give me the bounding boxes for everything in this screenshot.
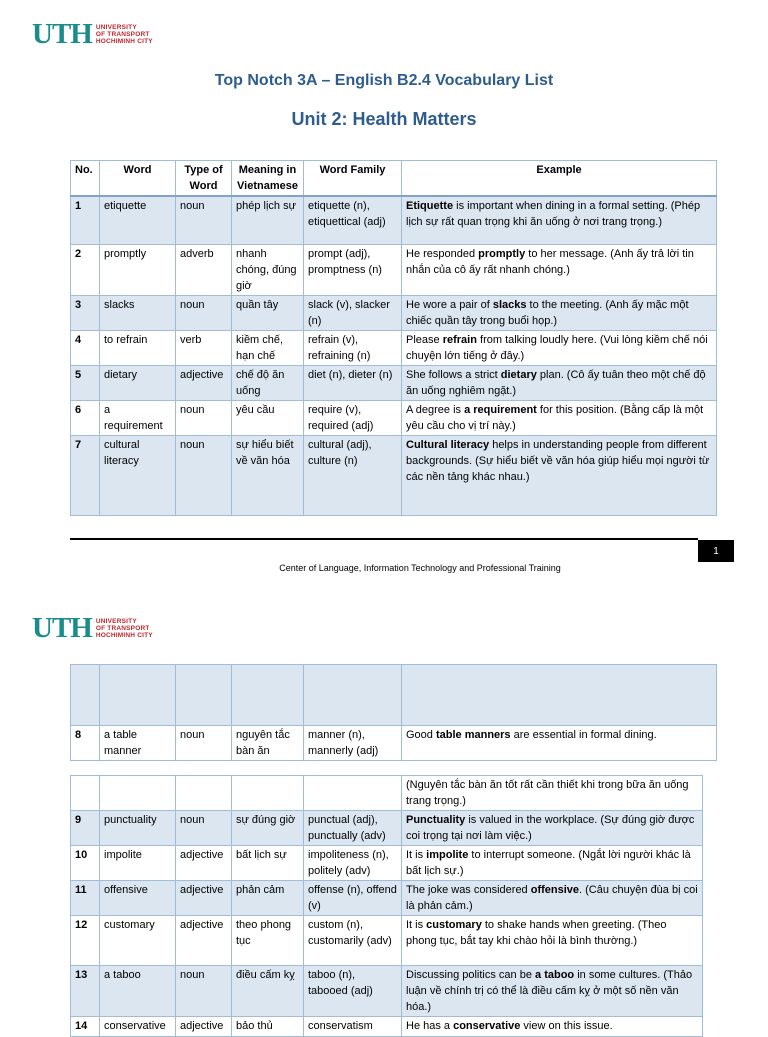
- cell-no: 10: [71, 846, 100, 881]
- cell-example: A degree is a requirement for this position. (Bằng cấp là một yêu cầu cho vị trí này.): [402, 400, 717, 435]
- cell-word: a taboo: [100, 966, 176, 1017]
- cell-example: Etiquette is important when dining in a formal setting. (Phép lịch sự rất quan trọng khi ăn uống ở nơi trang trọng.): [402, 196, 717, 244]
- table-row: [71, 1017, 703, 1037]
- header-family: Word Family: [304, 161, 402, 197]
- logo-mark: UTH: [32, 18, 92, 50]
- cell-meaning: bất lịch sự: [232, 846, 304, 881]
- cell-type: adjective: [176, 846, 232, 881]
- cell-word: customary: [100, 916, 176, 966]
- unit-title: Unit 2: Health Matters: [291, 109, 477, 129]
- cell-example: It is impolite to interrupt someone. (Ngắt lời người khác là bất lịch sự.): [402, 846, 703, 881]
- logo-line: HOCHIMINH CITY: [95, 38, 153, 45]
- table-row: [71, 400, 717, 435]
- header-no: No.: [71, 161, 100, 197]
- cell-type: [176, 776, 232, 811]
- logo-line: UNIVERSITY: [95, 24, 137, 31]
- cell-no: 1: [71, 196, 100, 244]
- footer-rule: [70, 538, 698, 540]
- cell-meaning: nguyên tắc bàn ăn: [232, 726, 304, 761]
- cell-no: 13: [71, 966, 100, 1017]
- cell-family: [304, 665, 402, 726]
- cell-meaning: phản cảm: [232, 881, 304, 916]
- cell-no: 14: [71, 1017, 100, 1037]
- table-row: [71, 846, 703, 881]
- vocab-table-page2: [70, 775, 703, 1037]
- logo-text: [96, 24, 153, 45]
- cell-word: cultural literacy: [100, 435, 176, 515]
- cell-family: taboo (n), tabooed (adj): [304, 966, 402, 1017]
- cell-word: etiquette: [100, 196, 176, 244]
- cell-example: She follows a strict dietary plan. (Cô ấy tuân theo một chế độ ăn uống nghiêm ngặt.): [402, 365, 717, 400]
- cell-meaning: kiềm chế, hạn chế: [232, 330, 304, 365]
- cell-type: [176, 665, 232, 726]
- cell-no: 2: [71, 244, 100, 295]
- cell-no: 12: [71, 916, 100, 966]
- cell-type: noun: [176, 811, 232, 846]
- table-row: [71, 330, 717, 365]
- cell-meaning: quần tây: [232, 295, 304, 330]
- table-row: [71, 966, 703, 1017]
- table-row: [71, 811, 703, 846]
- cell-example: He responded promptly to her message. (Anh ấy trả lời tin nhắn của cô ấy rất nhanh chóng.): [402, 244, 717, 295]
- cell-word: to refrain: [100, 330, 176, 365]
- header-example: Example: [402, 161, 717, 197]
- cell-word: impolite: [100, 846, 176, 881]
- cell-type: noun: [176, 400, 232, 435]
- cell-no: 5: [71, 365, 100, 400]
- cell-family: prompt (adj), promptness (n): [304, 244, 402, 295]
- table-row-continued: [71, 776, 703, 811]
- cell-example: Discussing politics can be a taboo in some cultures. (Thảo luận về chính trị có thể là điều cấm kỵ ở một số nền văn hóa.): [402, 966, 703, 1017]
- cell-example: Good table manners are essential in formal dining.: [402, 726, 717, 761]
- table-row: [71, 196, 717, 244]
- cell-family: refrain (v), refraining (n): [304, 330, 402, 365]
- cell-example: He wore a pair of slacks to the meeting. (Anh ấy mặc một chiếc quần tây trong buổi họp.): [402, 295, 717, 330]
- cell-meaning: theo phong tục: [232, 916, 304, 966]
- logo-text: [96, 618, 153, 639]
- header-type: Type of Word: [176, 161, 232, 197]
- cell-family: slack (v), slacker (n): [304, 295, 402, 330]
- table-row: [71, 365, 717, 400]
- cell-example: (Nguyên tắc bàn ăn tốt rất cần thiết khi trong bữa ăn uống trang trọng.): [402, 776, 703, 811]
- cell-example: Please refrain from talking loudly here. (Vui lòng kiềm chế nói chuyện lớn tiếng ở đây.): [402, 330, 717, 365]
- cell-meaning: nhanh chóng, đúng giờ: [232, 244, 304, 295]
- cell-no: 3: [71, 295, 100, 330]
- cell-example: He has a conservative view on this issue.: [402, 1017, 703, 1037]
- cell-family: punctual (adj), punctually (adv): [304, 811, 402, 846]
- table-row-continued: [71, 665, 717, 726]
- cell-type: noun: [176, 196, 232, 244]
- cell-example: It is customary to shake hands when greeting. (Theo phong tục, bắt tay khi chào hỏi là bình thường.): [402, 916, 703, 966]
- cell-family: conservatism: [304, 1017, 402, 1037]
- cell-word: slacks: [100, 295, 176, 330]
- cell-meaning: [232, 665, 304, 726]
- cell-family: offense (n), offend (v): [304, 881, 402, 916]
- cell-type: adjective: [176, 365, 232, 400]
- cell-example: The joke was considered offensive. (Câu chuyện đùa bị coi là phản cảm.): [402, 881, 703, 916]
- cell-meaning: [232, 776, 304, 811]
- uth-logo: [32, 614, 153, 643]
- cell-family: require (v), required (adj): [304, 400, 402, 435]
- logo-mark: UTH: [32, 612, 92, 644]
- vocab-table-continued: [70, 664, 717, 761]
- cell-type: adjective: [176, 916, 232, 966]
- cell-word: offensive: [100, 881, 176, 916]
- cell-meaning: điều cấm kỵ: [232, 966, 304, 1017]
- cell-family: [304, 776, 402, 811]
- cell-meaning: phép lịch sự: [232, 196, 304, 244]
- table-row: [71, 435, 717, 515]
- table-header-row: [71, 161, 717, 197]
- cell-example: Cultural literacy helps in understanding people from different backgrounds. (Sự hiểu biết về văn hóa giúp hiểu mọi người từ các nền tảng khác nhau.): [402, 435, 717, 515]
- cell-example: Punctuality is valued in the workplace. (Sự đúng giờ được coi trọng tại nơi làm việc.): [402, 811, 703, 846]
- table-row: [71, 881, 703, 916]
- cell-word: a table manner: [100, 726, 176, 761]
- cell-no: [71, 665, 100, 726]
- cell-family: cultural (adj), culture (n): [304, 435, 402, 515]
- cell-type: noun: [176, 726, 232, 761]
- vocab-table-page1: [70, 160, 717, 516]
- cell-type: noun: [176, 435, 232, 515]
- cell-no: 9: [71, 811, 100, 846]
- cell-family: custom (n), customarily (adv): [304, 916, 402, 966]
- cell-no: [71, 776, 100, 811]
- table-row: [71, 916, 703, 966]
- cell-word: conservative: [100, 1017, 176, 1037]
- cell-type: noun: [176, 966, 232, 1017]
- cell-meaning: sự hiểu biết về văn hóa: [232, 435, 304, 515]
- document-title: Top Notch 3A – English B2.4 Vocabulary List: [214, 72, 554, 89]
- header-word: Word: [100, 161, 176, 197]
- cell-word: punctuality: [100, 811, 176, 846]
- header-meaning: Meaning in Vietnamese: [232, 161, 304, 197]
- uth-logo: [32, 20, 153, 49]
- cell-family: manner (n), mannerly (adj): [304, 726, 402, 761]
- table-row: [71, 726, 717, 761]
- cell-word: a requirement: [100, 400, 176, 435]
- cell-meaning: sự đúng giờ: [232, 811, 304, 846]
- logo-line: HOCHIMINH CITY: [95, 632, 153, 639]
- cell-type: verb: [176, 330, 232, 365]
- logo-line: OF TRANSPORT: [95, 31, 150, 38]
- cell-meaning: bảo thủ: [232, 1017, 304, 1037]
- cell-type: adverb: [176, 244, 232, 295]
- table-row: [71, 295, 717, 330]
- cell-word: [100, 776, 176, 811]
- page-footer: Center of Language, Information Technology and Professional Training: [279, 563, 561, 573]
- cell-meaning: chế độ ăn uống: [232, 365, 304, 400]
- cell-example: [402, 665, 717, 726]
- cell-family: etiquette (n), etiquettical (adj): [304, 196, 402, 244]
- cell-word: [100, 665, 176, 726]
- cell-family: diet (n), dieter (n): [304, 365, 402, 400]
- logo-line: UNIVERSITY: [95, 618, 137, 625]
- cell-type: adjective: [176, 881, 232, 916]
- cell-word: promptly: [100, 244, 176, 295]
- cell-no: 6: [71, 400, 100, 435]
- page-number: 1: [698, 540, 734, 562]
- cell-family: impoliteness (n), politely (adv): [304, 846, 402, 881]
- table-row: [71, 244, 717, 295]
- cell-no: 7: [71, 435, 100, 515]
- cell-no: 11: [71, 881, 100, 916]
- cell-no: 8: [71, 726, 100, 761]
- cell-type: adjective: [176, 1017, 232, 1037]
- logo-line: OF TRANSPORT: [95, 625, 150, 632]
- cell-type: noun: [176, 295, 232, 330]
- cell-word: dietary: [100, 365, 176, 400]
- cell-meaning: yêu cầu: [232, 400, 304, 435]
- cell-no: 4: [71, 330, 100, 365]
